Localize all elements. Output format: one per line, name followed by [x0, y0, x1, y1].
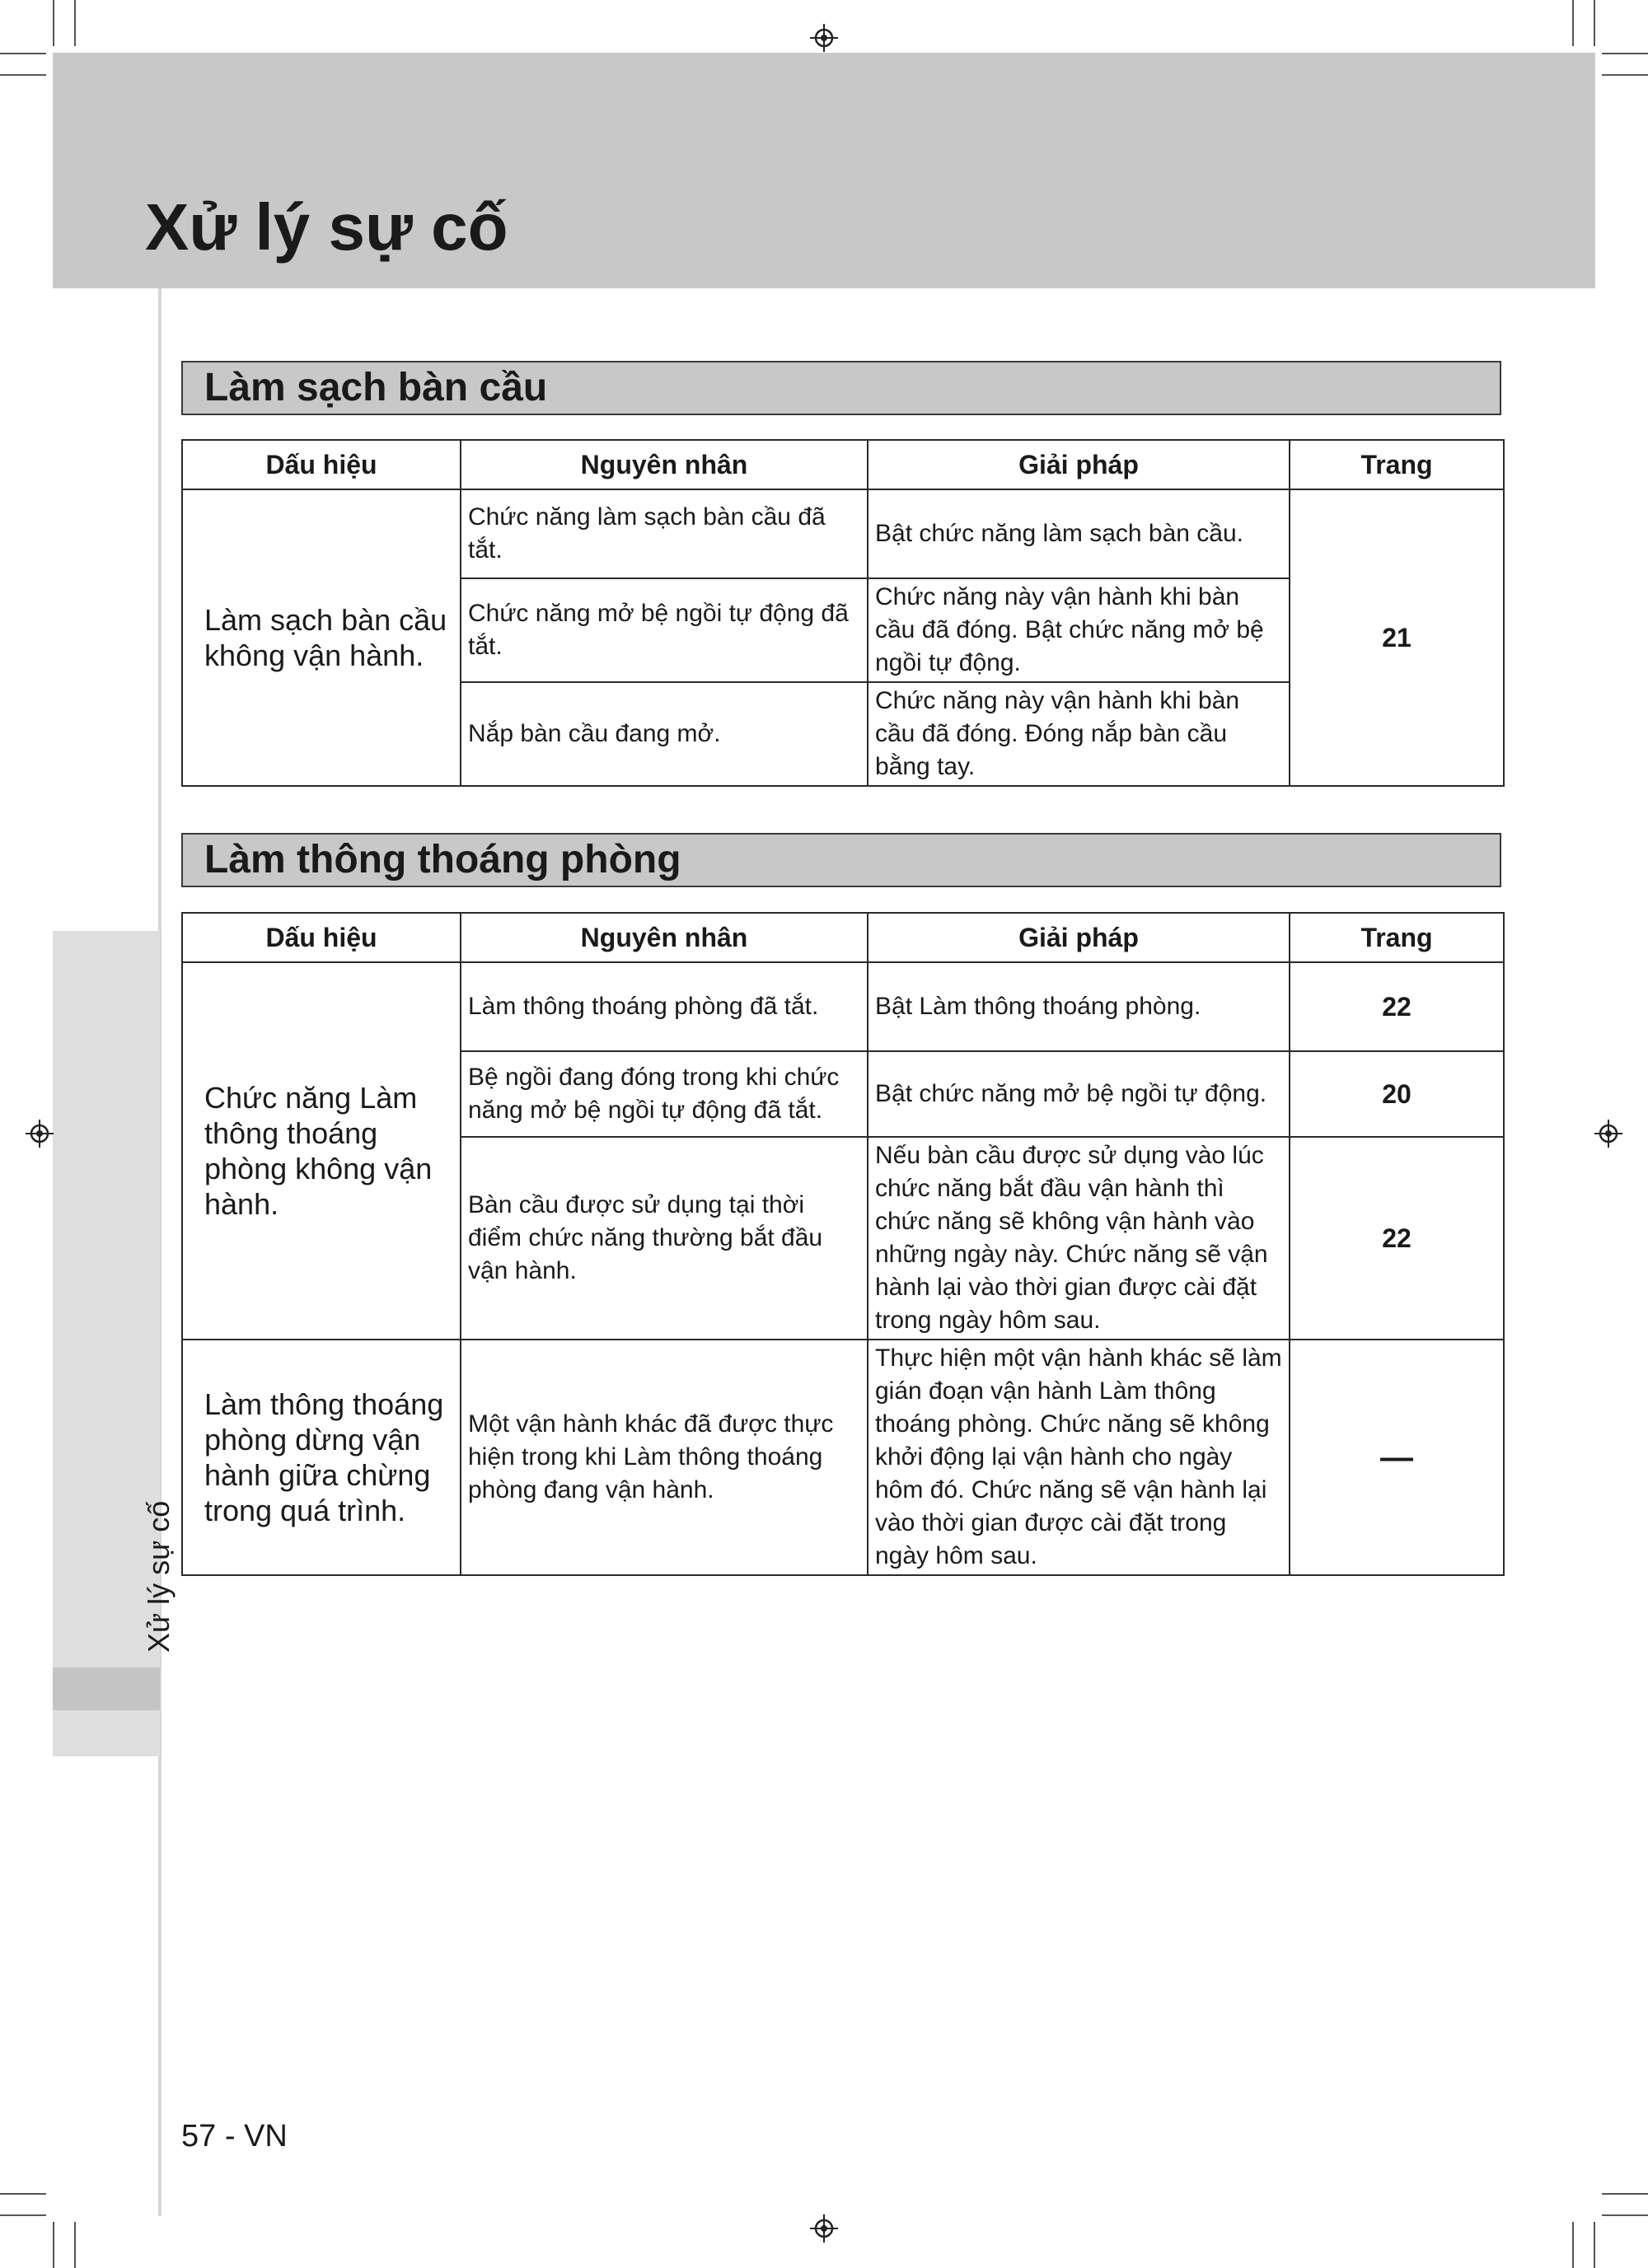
- table-row: [182, 1340, 1504, 1575]
- solution-cell: Thực hiện một vận hành khác sẽ làm gián đoạn vận hành Làm thông thoáng phòng. Chức năng sẽ không khởi động lại vận hành cho ngày hôm đó. Chức năng sẽ vận hành lại vào thời gian được cài đặt trong ngày hôm sau.: [868, 1340, 1290, 1575]
- solution-cell: Nếu bàn cầu được sử dụng vào lúc chức năng bắt đầu vận hành thì chức năng sẽ không vận hành vào những ngày này. Chức năng sẽ vận hành lại vào thời gian được cài đặt trong ngày hôm sau.: [868, 1137, 1290, 1340]
- crop-mark: [1602, 2214, 1648, 2216]
- symptom-cell: Làm thông thoáng phòng dừng vận hành giữa chừng trong quá trình.: [182, 1340, 461, 1575]
- solution-cell: Bật Làm thông thoáng phòng.: [868, 962, 1290, 1051]
- solution-cell: Bật chức năng làm sạch bàn cầu.: [868, 489, 1290, 578]
- table-row: [182, 962, 1504, 1051]
- troubleshooting-table: [181, 439, 1505, 787]
- column-header: Giải pháp: [868, 440, 1290, 489]
- page-ref-cell: 20: [1290, 1051, 1504, 1137]
- page-ref-cell: 21: [1290, 489, 1504, 786]
- crop-mark: [74, 2222, 76, 2268]
- column-header: Trang: [1290, 913, 1504, 962]
- section-heading: Làm thông thoáng phòng: [204, 838, 681, 881]
- column-header: Dấu hiệu: [182, 913, 461, 962]
- solution-cell: Bật chức năng mở bệ ngồi tự động.: [868, 1051, 1290, 1137]
- page-ref-cell: —: [1290, 1340, 1504, 1575]
- side-tab-label: Xử lý sự cố: [142, 1500, 176, 1653]
- cause-cell: Bàn cầu được sử dụng tại thời điểm chức năng thường bắt đầu vận hành.: [461, 1137, 868, 1340]
- crop-mark: [1594, 2222, 1595, 2268]
- section-heading: Làm sạch bàn cầu: [204, 366, 548, 409]
- crop-mark: [1602, 74, 1648, 76]
- registration-mark-icon: [26, 1120, 54, 1148]
- page-ref-cell: 22: [1290, 1137, 1504, 1340]
- section-heading-bar: [181, 833, 1501, 887]
- column-header: Trang: [1290, 440, 1504, 489]
- side-tab-marker: [53, 1667, 160, 1710]
- crop-mark: [53, 2222, 54, 2268]
- column-header: Nguyên nhân: [461, 440, 868, 489]
- crop-mark: [1602, 53, 1648, 54]
- crop-mark: [0, 2193, 46, 2195]
- troubleshooting-table: [181, 912, 1505, 1576]
- crop-mark: [0, 74, 46, 76]
- cause-cell: Chức năng làm sạch bàn cầu đã tắt.: [461, 489, 868, 578]
- crop-mark: [0, 2214, 46, 2216]
- crop-mark: [1572, 0, 1574, 46]
- table-header-row: [182, 913, 1504, 962]
- cause-cell: Làm thông thoáng phòng đã tắt.: [461, 962, 868, 1051]
- registration-mark-icon: [810, 24, 838, 52]
- page-ref-cell: 22: [1290, 962, 1504, 1051]
- registration-mark-icon: [1594, 1120, 1622, 1148]
- solution-cell: Chức năng này vận hành khi bàn cầu đã đóng. Đóng nắp bàn cầu bằng tay.: [868, 682, 1290, 786]
- symptom-cell: Chức năng Làm thông thoáng phòng không vận hành.: [182, 962, 461, 1340]
- crop-mark: [0, 53, 46, 54]
- column-header: Giải pháp: [868, 913, 1290, 962]
- table-row: [182, 489, 1504, 578]
- table-header-row: [182, 440, 1504, 489]
- page-title: Xử lý sự cố: [145, 190, 508, 264]
- symptom-cell: Làm sạch bàn cầu không vận hành.: [182, 489, 461, 786]
- crop-mark: [1602, 2193, 1648, 2195]
- section-heading-bar: [181, 361, 1501, 415]
- crop-mark: [1572, 2222, 1574, 2268]
- cause-cell: Bệ ngồi đang đóng trong khi chức năng mở bệ ngồi tự động đã tắt.: [461, 1051, 868, 1137]
- registration-mark-icon: [810, 2214, 838, 2242]
- solution-cell: Chức năng này vận hành khi bàn cầu đã đóng. Bật chức năng mở bệ ngồi tự động.: [868, 578, 1290, 682]
- crop-mark: [53, 0, 54, 46]
- crop-mark: [74, 0, 76, 46]
- column-header: Nguyên nhân: [461, 913, 868, 962]
- column-header: Dấu hiệu: [182, 440, 461, 489]
- cause-cell: Nắp bàn cầu đang mở.: [461, 682, 868, 786]
- cause-cell: Chức năng mở bệ ngồi tự động đã tắt.: [461, 578, 868, 682]
- cause-cell: Một vận hành khác đã được thực hiện trong khi Làm thông thoáng phòng đang vận hành.: [461, 1340, 868, 1575]
- crop-mark: [1594, 0, 1595, 46]
- page-number: 57 - VN: [181, 2119, 288, 2153]
